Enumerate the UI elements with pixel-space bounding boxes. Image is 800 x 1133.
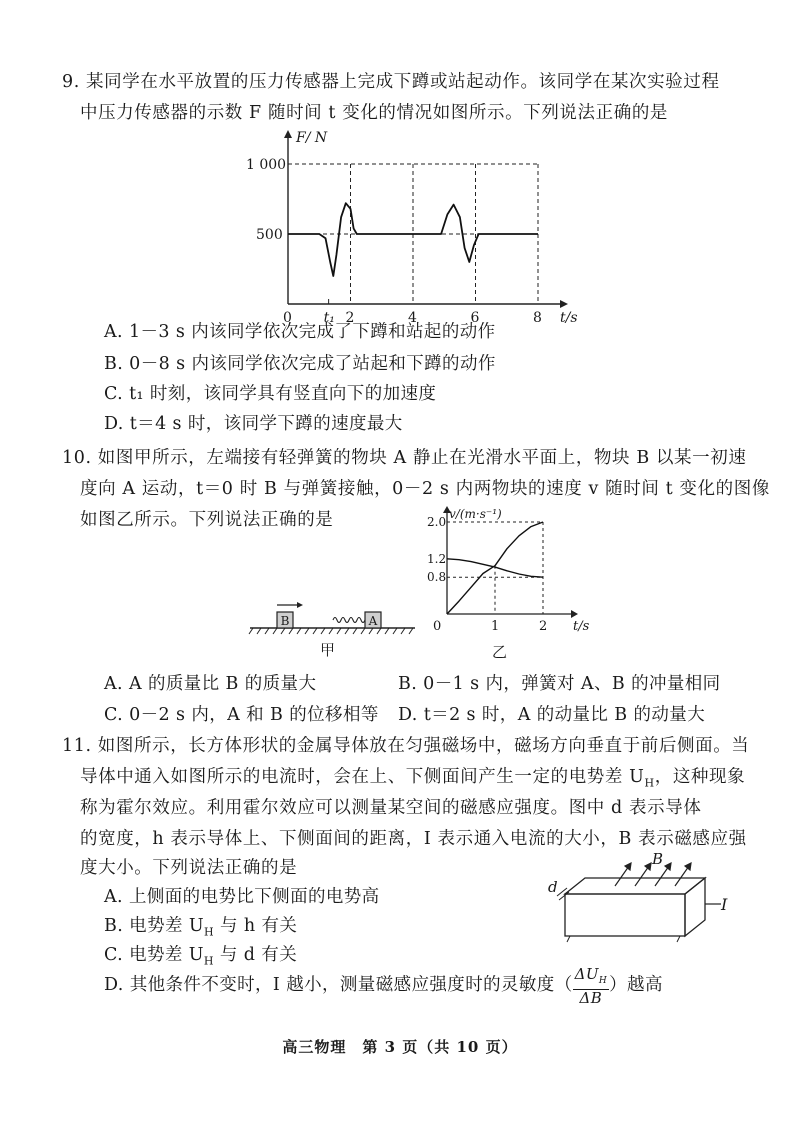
q10-line-3: 如图乙所示。下列说法正确的是 — [80, 510, 334, 530]
q11-line-3: 称为霍尔效应。利用霍尔效应可以测量某空间的磁感应强度。图中 d 表示导体 — [80, 798, 702, 818]
spring-icon — [333, 618, 365, 623]
q9-line-2: 中压力传感器的示数 F 随时间 t 变化的情况如图所示。下列说法正确的是 — [80, 103, 669, 123]
q11-option-c-tail: 与 d 有关 — [213, 945, 298, 965]
fraction-numerator: ΔU — [574, 964, 599, 983]
figure-jia-caption: 甲 — [320, 641, 336, 659]
velocity-arrow-icon — [277, 602, 303, 608]
block-a-label: A — [368, 614, 378, 628]
bottom-ticks — [567, 936, 680, 942]
q11-option-a: A. 上侧面的电势比下侧面的电势高 — [104, 887, 380, 907]
q9-option-a: A. 1－3 s 内该同学依次完成了下蹲和站起的动作 — [104, 322, 496, 342]
q11-line-5: 度大小。下列说法正确的是 — [80, 858, 298, 878]
q11-line-2 — [80, 765, 745, 796]
current-i-label: I — [721, 895, 728, 914]
q11-line-4: 的宽度，h 表示导体上、下侧面间的距离，I 表示通入电流的大小，B 表示磁感应强 — [80, 829, 747, 849]
x-tick-label-0: 0 — [283, 310, 292, 326]
y-tick-label-1: 1.2 — [427, 551, 447, 566]
q10-line-2: 度向 A 运动，t＝0 时 B 与弹簧接触，0－2 s 内两物块的速度 v 随时间 t 变化的图像 — [80, 479, 770, 499]
q9-option-d: D. t＝4 s 时，该同学下蹲的速度最大 — [104, 414, 403, 434]
q10-option-a: A. A 的质量比 B 的质量大 — [104, 674, 317, 694]
block-a — [365, 612, 381, 628]
block-b-label: B — [280, 614, 290, 628]
q11-line-1: 11. 如图所示，长方体形状的金属导体放在匀强磁场中，磁场方向垂直于前后侧面。当 — [62, 736, 750, 756]
x-axis-label: t/s — [560, 310, 578, 326]
x-axis-arrow — [560, 300, 568, 308]
x-axis-label: t/s — [573, 619, 590, 634]
hall-conductor-figure — [545, 852, 735, 947]
q10-line-1: 10. 如图甲所示，左端接有轻弹簧的物块 A 静止在光滑水平面上，物块 B 以某一初速 — [62, 448, 747, 468]
q11-option-b-text: B. 电势差 U — [104, 916, 204, 936]
q9-option-c: C. t₁ 时刻，该同学具有竖直向下的加速度 — [104, 384, 437, 404]
q11-line-2-sub: H — [644, 776, 655, 790]
ground-surface — [249, 628, 415, 634]
figure-yi-caption: 乙 — [492, 643, 508, 661]
q10-option-d: D. t＝2 s 时，A 的动量比 B 的动量大 — [398, 705, 706, 725]
q11-option-c-text: C. 电势差 U — [104, 945, 204, 965]
y-tick-label-1000: 1 000 — [246, 157, 287, 173]
q11-option-d-text: D. 其他条件不变时，I 越小，测量磁感应强度时的灵敏度（ — [104, 975, 573, 995]
block-b — [277, 612, 293, 628]
q11-option-d — [104, 965, 663, 1006]
sensitivity-fraction — [573, 966, 610, 1006]
q11-line-2-text: 导体中通入如图所示的电流时，会在上、下侧面间产生一定的电势差 U — [80, 767, 645, 787]
y-tick-label-2: 2.0 — [427, 515, 447, 529]
q11-option-b-tail: 与 h 有关 — [214, 916, 298, 936]
y-tick-label-500: 500 — [256, 227, 283, 243]
width-d-marker — [557, 888, 569, 900]
x-tick-label-5: 8 — [533, 310, 542, 326]
cuboid-conductor — [565, 878, 705, 936]
page-footer: 高三物理 第 3 页（共 10 页） — [282, 1038, 518, 1056]
q10-option-b: B. 0－1 s 内，弹簧对 A、B 的冲量相同 — [398, 674, 721, 694]
x-tick-label-0: 0 — [433, 619, 442, 634]
x-tick-label-1: 1 — [491, 619, 500, 634]
q11-option-c-sub: H — [203, 954, 214, 968]
fraction-denominator: ΔB — [579, 988, 603, 1007]
q9-line-1: 9. 某同学在水平放置的压力传感器上完成下蹲或站起动作。该同学在某次实验过程 — [62, 72, 720, 92]
q11-option-b — [104, 914, 297, 945]
x-tick-label-2: 2 — [539, 619, 548, 634]
q9-option-b: B. 0－8 s 内该同学依次完成了站起和下蹲的动作 — [104, 354, 496, 374]
x-axis-arrow — [571, 610, 578, 618]
y-axis-label: F/ N — [296, 130, 328, 146]
y-axis-label: v/(m·s⁻¹) — [449, 507, 502, 521]
force-time-chart — [238, 124, 578, 326]
x-tick-label-3: 4 — [408, 310, 417, 326]
q11-option-b-sub: H — [204, 925, 214, 939]
width-d-label: d — [548, 878, 558, 896]
x-tick-label-1: t₁ — [323, 310, 335, 326]
y-axis-arrow — [284, 130, 292, 138]
velocity-time-chart — [427, 504, 602, 639]
q11-option-d-tail: ）越高 — [609, 975, 663, 995]
x-tick-label-2: 2 — [345, 310, 355, 326]
x-tick-label-4: 6 — [470, 310, 480, 326]
field-b-label: B — [652, 850, 664, 868]
q10-option-c: C. 0－2 s 内，A 和 B 的位移相等 — [104, 705, 379, 725]
y-tick-label-0: 0.8 — [427, 570, 447, 585]
fraction-numerator-sub: H — [598, 975, 608, 986]
q11-line-2-tail: ，这种现象 — [654, 767, 746, 787]
